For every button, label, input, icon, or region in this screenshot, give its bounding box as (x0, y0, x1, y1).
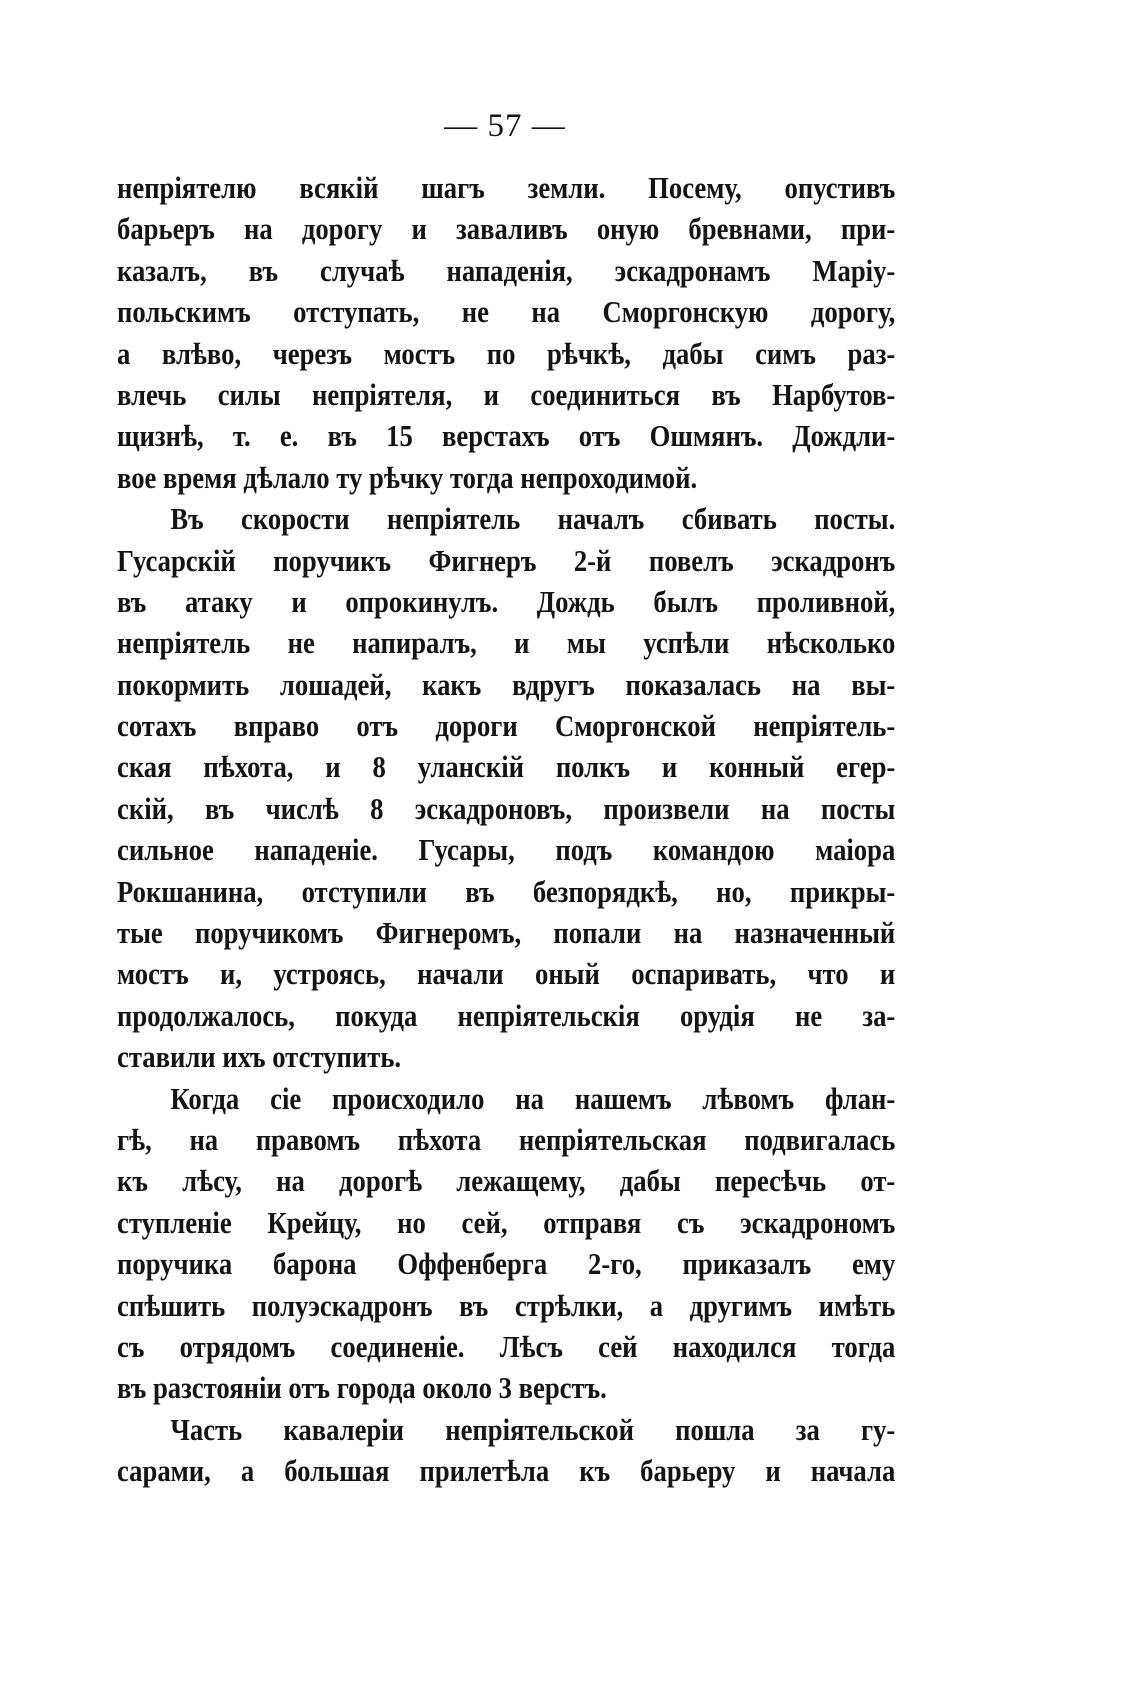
text-line: гѣ, на правомъ пѣхота непріятельская подвигалась (117, 1121, 896, 1157)
text-line: скій, въ числѣ 8 эскадроновъ, произвели на посты (117, 790, 896, 826)
text-line: сарами, а большая прилетѣла къ барьеру и начала (117, 1453, 896, 1489)
body-text (117, 167, 895, 1492)
text-line: Гусарскій поручикъ Фигнеръ 2-й повелъ эскадронъ (117, 542, 896, 578)
text-line: мостъ и, устроясь, начали оный оспаривать, что и (117, 956, 896, 992)
text-line: щизнѣ, т. е. въ 15 верстахъ отъ Ошмянъ. Дождли- (117, 418, 896, 454)
text-line: влечь силы непріятеля, и соединиться въ Нарбутов- (117, 376, 896, 412)
paragraph (117, 1078, 895, 1409)
text-line: поручика барона Оффенберга 2-го, приказалъ ему (117, 1246, 896, 1282)
text-line: спѣшить полуэскадронъ въ стрѣлки, а другимъ имѣть (117, 1287, 896, 1323)
text-line: а влѣво, черезъ мостъ по рѣчкѣ, дабы симъ раз- (117, 335, 896, 371)
text-line: Часть кавалеріи непріятельской пошла за гу- (170, 1411, 896, 1447)
text-line: продолжалось, покуда непріятельскія орудія не за- (117, 997, 896, 1033)
text-line: Когда сіе происходило на нашемъ лѣвомъ флан- (170, 1080, 896, 1116)
text-line: въ атаку и опрокинулъ. Дождь былъ проливной, (117, 583, 896, 619)
text-line: тые поручикомъ Фигнеромъ, попали на назначенный (117, 915, 896, 951)
text-line: непріятель не напиралъ, и мы успѣли нѣсколько (117, 625, 896, 661)
text-line: Рокшанина, отступили въ безпорядкѣ, но, прикры- (117, 873, 896, 909)
text-line: покормить лошадей, какъ вдругъ показалась на вы- (117, 666, 896, 702)
text-line: сильное нападеніе. Гусары, подъ командою маіора (117, 832, 896, 868)
text-line: Въ скорости непріятель началъ сбивать посты. (170, 501, 896, 537)
page-number: — 57 — (444, 108, 566, 144)
text-line: ступленіе Крейцу, но сей, отправя съ эскадрономъ (117, 1204, 896, 1240)
text-line: ставили ихъ отступить. (117, 1039, 402, 1075)
text-line: непріятелю всякій шагъ земли. Посему, опустивъ (117, 170, 896, 205)
text-line: съ отрядомъ соединеніе. Лѣсъ сей находился тогда (117, 1328, 896, 1364)
text-line: къ лѣсу, на дорогѣ лежащему, дабы пересѣчь от- (117, 1163, 896, 1199)
text-line: польскимъ отступать, не на Сморгонскую дорогу, (117, 294, 896, 330)
text-line: въ разстояніи отъ города около 3 верстъ. (117, 1370, 607, 1406)
paragraph (117, 167, 895, 498)
text-line: казалъ, въ случаѣ нападенія, эскадронамъ Маріу- (117, 252, 896, 288)
text-line: вое время дѣлало ту рѣчку тогда непроходимой. (117, 459, 698, 495)
text-line: сотахъ вправо отъ дороги Сморгонской непріятель- (117, 708, 896, 744)
text-line: барьеръ на дорогу и заваливъ оную бревнами, при- (117, 211, 896, 247)
text-line: ская пѣхота, и 8 уланскій полкъ и конный егер- (117, 749, 896, 785)
paragraph (117, 498, 895, 1077)
paragraph (117, 1409, 895, 1492)
